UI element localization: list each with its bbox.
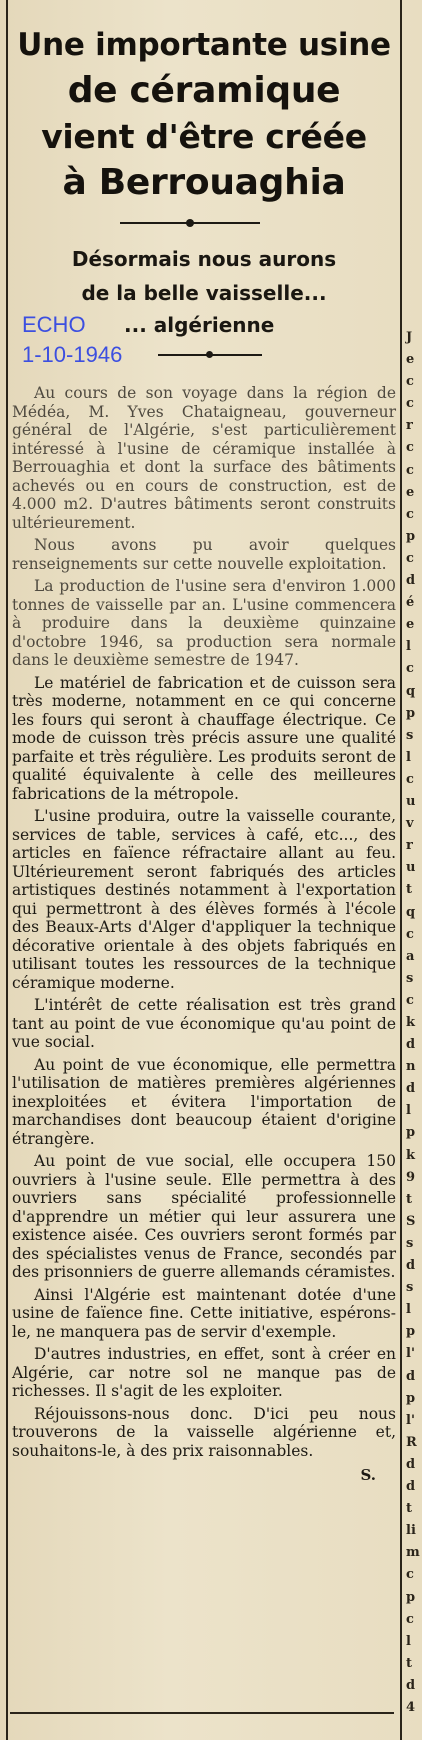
edge-letter: l [406,1633,411,1649]
edge-letter: S [406,1213,416,1229]
edge-letter: l [406,1103,411,1119]
headline-line-1: Une importante usine [17,27,391,63]
edge-letter: d [406,1456,416,1472]
headline-line-2: de céramique [67,70,341,111]
edge-letter: s [406,970,414,986]
subhead-line-1: Désormais nous aurons [71,247,337,271]
edge-letter: li [406,1523,416,1539]
article-body [12,384,396,1460]
edge-letter: l [406,639,411,655]
adjacent-column-fragment [406,0,422,1740]
right-column-rule [400,0,402,1740]
edge-letter: l' [406,1412,415,1428]
headline-divider [12,216,396,230]
headline-line-4: à Berrouaghia [62,162,346,203]
edge-letter: t [406,882,413,898]
edge-letter: r [406,838,413,854]
edge-letter: c [406,1611,414,1627]
edge-letter: n [406,1059,416,1075]
edge-letter: p [406,1390,416,1406]
archive-stamp [22,310,122,370]
edge-letter: c [406,440,414,456]
edge-letter: c [406,506,414,522]
edge-letter: e [406,352,415,368]
edge-letter: k [406,1015,416,1030]
edge-letter: c [406,374,414,390]
edge-letter: d [406,1677,416,1693]
edge-letter: c [406,550,414,566]
edge-letter: k [406,1147,416,1163]
edge-letter: a [406,948,415,964]
edge-letter: s [406,1280,414,1296]
edge-letter: d [406,1037,416,1053]
edge-letter: c [406,396,414,412]
paragraph: L'usine produira, outre la vaisselle courante, services de table, services à café, etc..., des articles en faïence réfractaire allant au feu. Ultérieurement seront fabriqués des articles artistiques destinés notamment à l'exportation qui permettront à des élèves formés à l'école des Beaux-Arts d'Alger d'appliquer la technique décorative orientale à des objets fabriqués en utilisant toutes les ressources de la technique céramique moderne. [12,807,396,992]
article-headline [12,22,396,206]
edge-letter: t [406,1501,413,1517]
stamp-source: ECHO [22,312,86,337]
edge-letter: é [406,595,415,611]
paragraph: La production de l'usine sera d'environ 1.000 tonnes de vaisselle par an. L'usine commencera à produire dans la deuxième quinzaine d'octobre 1946, sa production sera normale dans le deuxième semestre de 1947. [12,577,396,669]
left-column-rule [6,0,8,1740]
edge-letter: l' [406,1346,415,1362]
edge-letter: d [406,1081,416,1097]
paragraph: D'autres industries, en effet, sont à créer en Algérie, car notre sol ne manque pas de richesses. Il s'agit de les exploiter. [12,1345,396,1400]
paragraph: Le matériel de fabrication et de cuisson sera très moderne, notamment en ce qui concerne les fours qui seront à chauffage électrique. Ce mode de cuisson très précis assure une qualité parfaite et très régulière. Les produits seront de qualité équivalente à celle des meilleures fabrications de la métropole. [12,673,396,803]
edge-letter: d [406,1258,416,1274]
edge-letter: d [406,1368,416,1384]
edge-letter: d [406,1479,416,1495]
paragraph: Nous avons pu avoir quelques renseignements sur cette nouvelle exploitation. [12,536,396,573]
edge-letter: c [406,462,414,478]
edge-letter: t [406,1655,413,1671]
author-signature: S. [360,1466,376,1484]
paragraph: L'intérêt de cette réalisation est très grand tant au point de vue économique qu'au point de vue social. [12,996,396,1051]
edge-letter: R [406,1434,417,1450]
article-subhead [12,242,396,310]
bottom-rule [10,1712,394,1714]
stamp-date: 1-10-1946 [22,342,123,367]
edge-letter: m [406,1545,420,1561]
edge-letter: q [406,683,416,699]
edge-letter: p [406,1589,416,1605]
edge-letter: s [406,1235,414,1251]
edge-letter: v [406,816,414,832]
subhead-line-3: ... algérienne [124,313,275,337]
edge-letter: u [406,860,416,876]
edge-letter: c [406,771,414,787]
edge-letter: e [406,617,415,633]
edge-letter: c [406,926,414,942]
paragraph: Ainsi l'Algérie est maintenant dotée d'une usine de faïence fine. Cette initiative, espérons-le, ne manquera pas de servir d'exemple. [12,1285,396,1341]
edge-letter: l [406,1302,411,1318]
edge-letter: l [406,749,411,765]
subhead-divider [158,350,262,360]
edge-letter: c [406,1567,414,1583]
edge-letter: t [406,1191,413,1207]
divider-dot [186,219,194,227]
edge-letter: e [406,484,415,500]
edge-letter: c [406,661,414,677]
divider-dot [206,351,213,358]
edge-letter: p [406,705,416,721]
edge-letter: s [406,727,414,743]
headline-line-3: vient d'être créée [41,117,367,156]
article-column [12,22,396,1484]
paragraph: Au point de vue économique, elle permettra l'utilisation de matières premières algériennes inexploitées et évitera l'importation de marchandises dont beaucoup étaient d'origine étrangère. [12,1055,396,1148]
edge-letter: p [406,1125,416,1141]
edge-letter: u [406,794,416,810]
edge-letter: 9 [406,1169,416,1185]
edge-letter: p [406,528,416,544]
edge-letter: J [406,330,413,345]
paragraph: Au point de vue social, elle occupera 150 ouvriers à l'usine seule. Elle permettra à des ouvriers sans spécialité professionnelle d'apprendre un métier qui leur assurera une existence aisée. Ces ouvriers seront formés par des spécialistes venus de France, secondés par des prisonniers de guerre allemands céramistes. [12,1152,396,1281]
subhead-stamp-row [12,310,396,380]
edge-letter: d [406,573,416,589]
edge-letter: c [406,992,414,1008]
subhead-line-2: de la belle vaisselle... [81,281,327,305]
edge-letter: 4 [406,1700,416,1715]
edge-letter: r [406,418,413,434]
edge-letter: p [406,1324,416,1340]
paragraph: Au cours de son voyage dans la région de Médéa, M. Yves Chataigneau, gouverneur général de l'Algérie, s'est particulièrement intéressé à l'usine de céramique installée à Berrouaghia et dont la surface des bâtiments achevés ou en cours de construction, est de 4.000 m2. D'autres bâtiments seront construits ultérieurement. [12,384,396,532]
edge-letter: q [406,904,416,920]
paragraph: Réjouissons-nous donc. D'ici peu nous trouverons de la vaisselle algérienne et, souhaitons-le, à des prix raisonnables. [12,1404,396,1460]
